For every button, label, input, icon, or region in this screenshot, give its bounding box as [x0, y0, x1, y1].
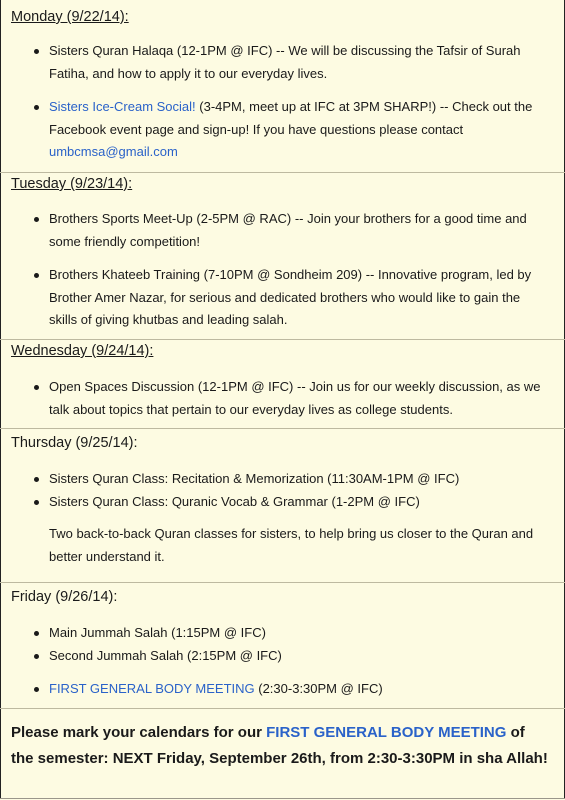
item-text: Sisters Quran Class: Quranic Vocab & Grammar (1-2PM @ IFC) — [49, 493, 420, 509]
day-heading-thursday: Thursday (9/25/14): — [11, 435, 138, 451]
divider — [0, 582, 565, 583]
item-text: Open Spaces Discussion (12-1PM @ IFC) -- Join us for our weekly discussion, as we talk about topics that pertain to our everyday lives as college students. — [49, 379, 541, 417]
list-item — [31, 678, 551, 701]
item-text: Sisters Quran Class: Recitation & Memorization (11:30AM-1PM @ IFC) — [49, 471, 460, 486]
calendar-reminder — [11, 720, 551, 772]
day-heading-tuesday: Tuesday (9/23/14): — [11, 176, 133, 192]
list-item — [31, 40, 551, 85]
email-link[interactable]: umbcmsa@gmail.com — [49, 144, 178, 159]
ice-cream-social-link[interactable]: Sisters Ice-Cream Social! — [49, 99, 196, 114]
cta-text: of the semester: NEXT Friday, September 26th, from 2:30-3:30PM in sha Allah! — [11, 724, 548, 767]
item-text: Brothers Khateeb Training (7-10PM @ Sondheim 209) -- Innovative program, led by Brother Amer Nazar, for serious and dedicated brothers who would like to gain the skills of giving khutbas and leading salah. — [49, 267, 532, 327]
list-item — [31, 468, 551, 491]
item-text: (3-4PM, meet up at IFC at 3PM SHARP!) -- Check out the Facebook event page and sign-up! If you have questions please contact — [49, 99, 533, 137]
thursday-note: Two back-to-back Quran classes for sisters, to help bring us closer to the Quran and better understand it. — [49, 526, 534, 564]
divider — [0, 428, 565, 429]
monday-list — [31, 40, 551, 164]
list-item — [31, 622, 551, 645]
friday-list — [31, 622, 551, 701]
list-item — [31, 208, 551, 253]
divider — [0, 339, 565, 340]
list-item — [31, 376, 551, 421]
day-heading-wednesday: Wednesday (9/24/14): — [11, 343, 154, 359]
cta-general-body-meeting-link[interactable]: FIRST GENERAL BODY MEETING — [266, 724, 507, 741]
divider — [0, 798, 565, 799]
wednesday-list — [31, 376, 551, 421]
day-heading-monday: Monday (9/22/14): — [11, 9, 129, 25]
list-item — [31, 491, 551, 514]
item-text: (2:30-3:30PM @ IFC) — [254, 681, 383, 696]
item-text: Brothers Sports Meet-Up (2-5PM @ RAC) -- Join your brothers for a good time and some friendly competition! — [49, 211, 527, 249]
list-item — [31, 645, 551, 668]
tuesday-list — [31, 208, 551, 332]
item-text: Second Jummah Salah (2:15PM @ IFC) — [49, 647, 282, 663]
day-heading-friday: Friday (9/26/14): — [11, 589, 118, 605]
list-item — [31, 96, 551, 164]
cta-text: Please mark your calendars for our — [11, 724, 267, 741]
list-item — [31, 264, 551, 332]
divider — [0, 172, 565, 173]
item-text: Sisters Quran Halaqa (12-1PM @ IFC) -- We will be discussing the Tafsir of Surah Fatiha, and how to apply it to our everyday lives. — [49, 43, 521, 81]
divider — [0, 708, 565, 709]
general-body-meeting-link[interactable]: FIRST GENERAL BODY MEETING — [49, 681, 255, 696]
item-text: Main Jummah Salah (1:15PM @ IFC) — [49, 625, 266, 640]
thursday-list — [31, 468, 551, 513]
